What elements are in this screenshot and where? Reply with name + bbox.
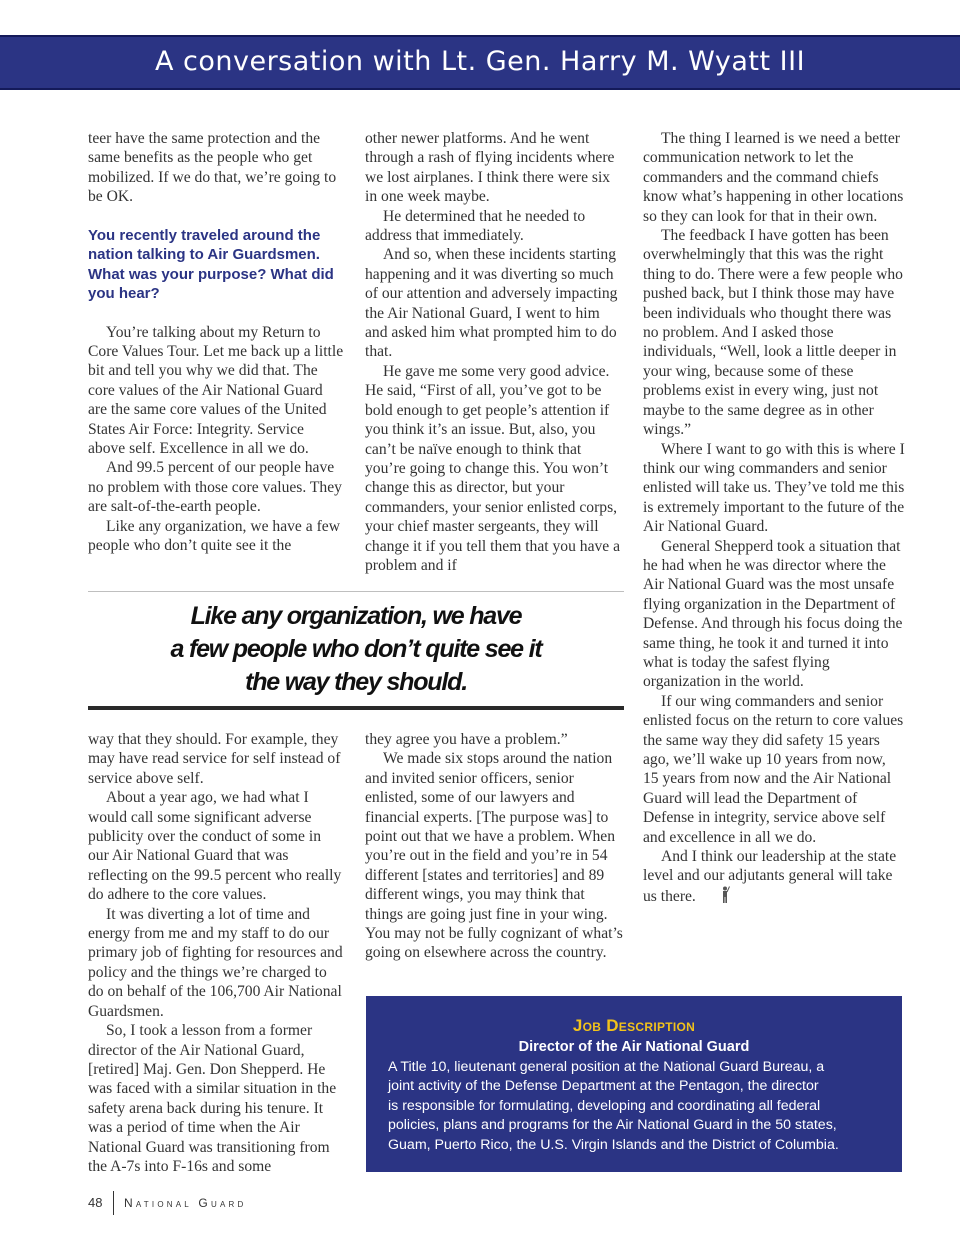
- paragraph: Like any organization, we have a few people who don’t quite see it the: [88, 517, 340, 555]
- job-description-heading: [366, 1016, 902, 1036]
- footer-divider: [113, 1191, 114, 1215]
- job-description-box: [366, 996, 902, 1172]
- paragraph: teer have the same protection and the same benefits as the people who get mobilized. If we do that, we’re going to be OK.: [88, 130, 337, 206]
- paragraph: way that they should. For example, they may have read service for self instead of service above self.: [88, 731, 341, 787]
- pull-quote: [88, 600, 624, 699]
- column-2-bottom: [365, 730, 625, 963]
- column-3: [643, 129, 905, 908]
- paragraph: It was diverting a lot of time and energy from me and my staff to do our primary job of fighting for resources and policy and the things we’re charged to do on behalf of the 106,700 Air National Guardsmen.: [88, 905, 343, 1020]
- paragraph: So, I took a lesson from a former director of the Air National Guard, [retired] Maj. Gen. Don Shepperd. He was faced with a similar situation in the safety arena back during his tenure. It was a period of time when the Air National Guard was transitioning from the A-7s into F-16s and some: [88, 1022, 337, 1175]
- paragraph: Where I want to go with this is where I think our wing commanders and senior enlisted will take us. They’ve told me this is extremely important to the future of the Air National Guard.: [643, 440, 905, 536]
- paragraph: We made six stops around the nation and invited senior officers, senior enlisted, some of our lawyers and financial experts. [The purpose was] to point out that we have a problem. When you’re out in the field and you’re in 54 different [states and territories] and 89 different wings, you may think that things are going just fine in your wing. You may not be fully cognizant of what’s going on elsewhere across the country.: [365, 750, 623, 962]
- paragraph: And so, when these incidents starting happening and it was diverting so much of our attention and adversely impacting the Air National Guard, I went to him and asked him what prompted him to do that.: [365, 246, 618, 361]
- paragraph: You’re talking about my Return to Core Values Tour. Let me back up a little bit and tell you why we did that. The core values of the Air National Guard are the same core values of the United States Air Force: Integrity. Service above self. Excellence in all we do.: [88, 323, 344, 458]
- job-description-text: A Title 10, lieutenant general position at the National Guard Bureau, a joint activity of the Defense Department at the Pentagon, the director is responsible for formulating, developing and coordinating all federal policies, plans and programs for the Air National Guard in the 50 states, Guam, Puerto Rico, the U.S. Virgin Islands and the District of Columbia.: [388, 1059, 839, 1153]
- paragraph: other newer platforms. And he went through a rash of flying incidents where we lost airplanes. I think there were six in one week maybe.: [365, 130, 615, 206]
- job-description-heading-text: Job Description: [572, 1016, 696, 1035]
- pull-quote-bottom-rule: [88, 706, 624, 710]
- paragraph: The feedback I have gotten has been overwhelmingly that this was the right thing to do. There were a few people who pushed back, but I think those may have been individuals who thought there was no problem. And I asked those individuals, “Well, look a little deeper in your wing, because some of these problems exist in every wing, just not maybe to the same degree as in other wings.”: [643, 227, 903, 439]
- article-title: A conversation with Lt. Gen. Harry M. Wyatt III: [154, 46, 806, 77]
- pull-quote-top-rule: [88, 591, 624, 592]
- column-1-top: [88, 129, 345, 556]
- publication-name: National Guard: [124, 1196, 247, 1210]
- paragraph: If our wing commanders and senior enlisted focus on the return to core values the same way they did safety 15 years ago, we’ll wake up 10 years from now, 15 years from now and the Air National Guard will lead the Department of Defense in integrity, service above self and excellence in all we do.: [643, 692, 904, 846]
- column-1-bottom: [88, 730, 345, 1176]
- paragraph: they agree you have a problem.”: [365, 731, 568, 748]
- paragraph: The thing I learned is we need a better communication network to let the commanders and the command chiefs know what’s happening in other locations so they can look for that in their own.: [643, 130, 904, 225]
- paragraph: [643, 847, 905, 908]
- header-banner: [0, 35, 960, 90]
- minuteman-end-icon: [702, 886, 730, 908]
- pull-quote-line: the way they should.: [245, 668, 467, 696]
- paragraph: He determined that he needed to address that immediately.: [365, 207, 586, 245]
- paragraph: About a year ago, we had what I would call some significant adverse publicity over the conduct of some in our Air National Guard that was reflecting on the 99.5 percent who really do adhere to the core values.: [88, 789, 342, 904]
- paragraph-text: And I think our leadership at the state level and our adjutants general will take us there.: [643, 848, 897, 905]
- page-number: 48: [88, 1195, 103, 1210]
- paragraph: He gave me some very good advice. He said, “First of all, you’ve got to be bold enough to get people’s attention if you think it’s an issue. But, also, you can’t be naïve enough to think that you’re going to change this. You won’t change this as director, but your commanders, your senior enlisted corps, your chief master sergeants, they will change it if you tell them that you have a problem and if: [365, 362, 621, 574]
- pull-quote-line: a few people who don’t quite see it: [170, 635, 542, 663]
- column-2-top: [365, 129, 625, 575]
- paragraph: General Shepperd took a situation that he had when he was director where the Air National Guard was the most unsafe flying organization in the Department of Defense. And through his focus doing the same thing, he took it and turned it into what is today the safest flying organization in the world.: [643, 537, 903, 691]
- paragraph: And 99.5 percent of our people have no problem with those core values. They are salt-of-the-earth people.: [88, 459, 342, 516]
- interview-question: You recently traveled around the nation talking to Air Guardsmen. What was your purpose? What did you hear?: [88, 226, 334, 303]
- pull-quote-line: Like any organization, we have: [190, 602, 522, 630]
- job-description-subtitle: Director of the Air National Guard: [518, 1039, 750, 1055]
